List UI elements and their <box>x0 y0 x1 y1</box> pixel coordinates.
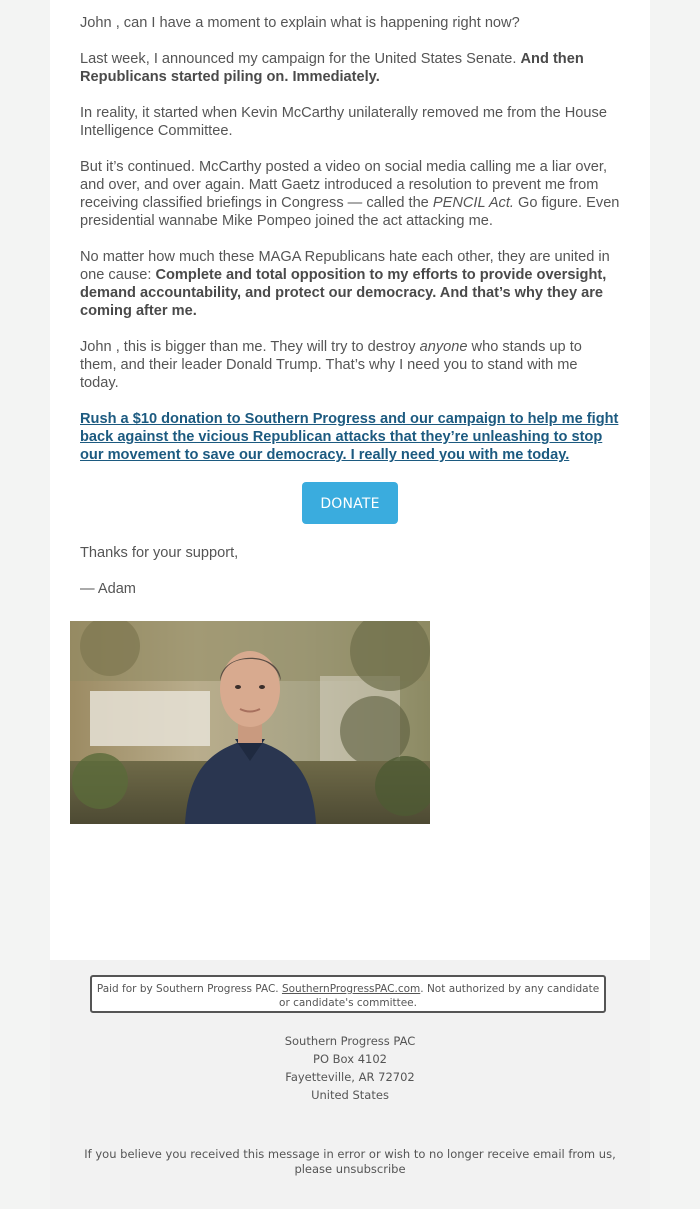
paragraph-maga: No matter how much these MAGA Republicans hate each other, they are united in one cause: Complete and total opposition to my efforts to provide oversight, demand accountability, and protect our democracy. And that’s why they are coming after me. <box>80 249 610 319</box>
donation-link[interactable]: Rush a $10 donation to Southern Progress and our campaign to help me fight back against the vicious Republican attacks that they’re unleashing to stop our movement to save our democracy. I really need you with me today. <box>80 411 619 463</box>
candidate-photo <box>70 621 430 824</box>
address-line: Fayetteville, AR 72702 <box>285 1070 415 1084</box>
cta-paragraph <box>80 410 620 464</box>
paragraph-announcement: Last week, I announced my campaign for the United States Senate. And then Republicans started piling on. Immediately. <box>80 51 584 85</box>
paragraph-continued: But it’s continued. McCarthy posted a video on social media calling me a liar over, and over, and over again. Matt Gaetz introduced a resolution to prevent me from receiving classified briefings in Congress — called the PENCIL Act. Go figure. Even presidential wannabe Mike Pompeo joined the act attacking me. <box>80 159 620 229</box>
paragraph-mccarthy: In reality, it started when Kevin McCarthy unilaterally removed me from the House Intelligence Committee. <box>80 105 607 139</box>
greeting-paragraph: John , can I have a moment to explain what is happening right now? <box>80 15 520 31</box>
mailing-address <box>50 1032 650 1104</box>
signoff: Thanks for your support, <box>80 545 239 561</box>
donate-button[interactable]: DONATE <box>302 482 398 524</box>
paragraph-bigger: John , this is bigger than me. They will try to destroy anyone who stands up to them, and their leader Donald Trump. That’s why I need you to stand with me today. <box>80 339 582 391</box>
donate-button-wrap <box>80 482 620 524</box>
pac-website-link[interactable]: SouthernProgressPAC.com <box>281 983 421 995</box>
address-line: Southern Progress PAC <box>284 1034 416 1048</box>
paid-for-disclaimer: Paid for by Southern Progress PAC. SouthernProgressPAC.com. Not authorized by any candidate or candidate's committee. <box>90 975 606 1013</box>
unsubscribe-notice <box>80 1147 620 1177</box>
email-footer <box>50 960 650 1209</box>
unsubscribe-link[interactable]: If you believe you received this message in error or wish to no longer receive email from us, please unsubscribe <box>84 1147 616 1176</box>
address-line: PO Box 4102 <box>313 1052 387 1066</box>
signature: — Adam <box>80 581 136 597</box>
address-line: United States <box>311 1088 389 1102</box>
email-body <box>80 14 620 616</box>
